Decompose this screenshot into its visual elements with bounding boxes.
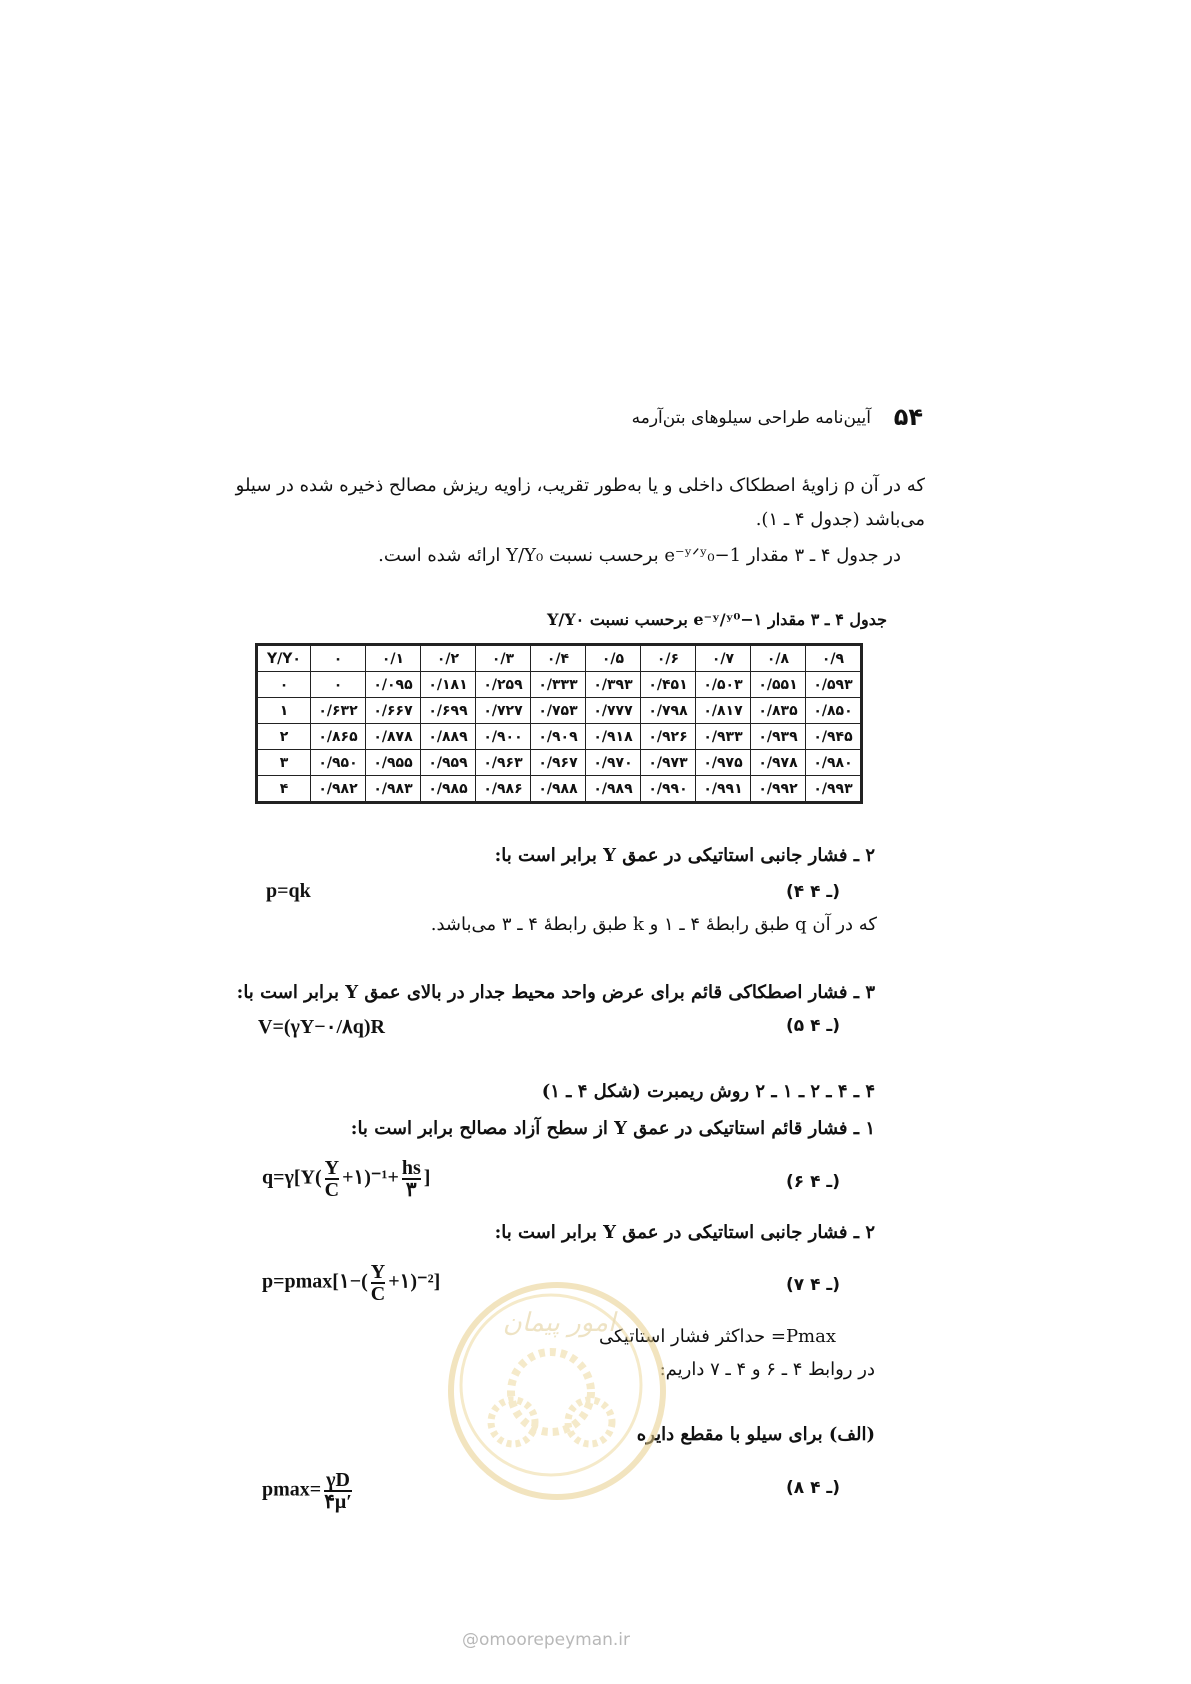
table-header-cell: ۰	[311, 645, 366, 672]
eq6-frac2-num: hs	[401, 1157, 421, 1179]
section-heading-rimbert: ۴ ـ ۴ ـ ۲ ـ ۱ ـ ۲ روش ریمبرت (شکل ۴ ـ ۱)	[541, 1081, 875, 1102]
item-2-lateral-pressure-rimbert: ۲ ـ فشار جانبی استاتیکی در عمق Y برابر است با:	[494, 1222, 875, 1243]
table-cell: ۰/۹۱۸	[586, 724, 641, 750]
intro-line-1: که در آن ρ زاویهٔ اصطکاک داخلی و یا به‌طور تقریب، زاویه ریزش مصالح ذخیره شده در سیلو	[235, 475, 925, 496]
table-header-cell: ۰/۲	[421, 645, 476, 672]
table-header-ratio: Y/Y۰	[257, 645, 311, 672]
table-row-label: ۳	[257, 750, 311, 776]
eq6-mid: +۱)⁻¹+	[342, 1166, 399, 1189]
table-cell: ۰/۵۰۳	[696, 672, 751, 698]
item-1-vertical-pressure: ۱ ـ فشار قائم استاتیکی در عمق Y از سطح آزاد مصالح برابر است با:	[350, 1118, 875, 1139]
data-table-wrapper	[255, 643, 863, 804]
table-cell: ۰/۹۳۹	[751, 724, 806, 750]
item-2-note: که در آن q طبق رابطهٔ ۴ ـ ۱ و k طبق رابطهٔ ۴ ـ ۳ می‌باشد.	[430, 914, 877, 935]
table-cell: ۰/۹۸۹	[586, 776, 641, 803]
table-header-cell: ۰/۶	[641, 645, 696, 672]
eq8-fraction	[324, 1470, 352, 1512]
table-cell: ۰/۸۸۹	[421, 724, 476, 750]
eq7-frac-den: C	[370, 1283, 386, 1305]
table-cell: ۰/۳۳۳	[531, 672, 586, 698]
eq7-fraction	[371, 1262, 385, 1304]
table-cell: ۰/۹۸۸	[531, 776, 586, 803]
table-cell: ۰/۹۹۳	[806, 776, 862, 803]
equation-number-8-4: (۸ ـ ۴)	[786, 1478, 840, 1498]
table-cell: ۰/۸۱۷	[696, 698, 751, 724]
eq6-fraction-2	[402, 1158, 421, 1200]
table-cell: ۰/۹۶۷	[531, 750, 586, 776]
table-cell: ۰/۹۵۹	[421, 750, 476, 776]
table-cell: ۰/۶۹۹	[421, 698, 476, 724]
table-cell: ۰/۹۵۵	[366, 750, 421, 776]
table-cell: ۰/۷۹۸	[641, 698, 696, 724]
table-cell: ۰	[311, 672, 366, 698]
table-cell: ۰/۹۹۰	[641, 776, 696, 803]
eq8-prefix: pmax=	[262, 1478, 322, 1501]
eq8-frac-num: γD	[326, 1469, 350, 1491]
eq7-prefix: p=pmax[۱−(	[262, 1270, 368, 1293]
table-cell: ۰/۹۹۱	[696, 776, 751, 803]
equation-8-4	[262, 1470, 355, 1512]
eq7-frac-num: Y	[370, 1261, 386, 1283]
table-row	[257, 698, 862, 724]
table-cell: ۰/۷۷۷	[586, 698, 641, 724]
table-cell: ۰/۸۷۸	[366, 724, 421, 750]
watermark-site: @omoorepeyman.ir	[462, 1630, 631, 1650]
item-2-lateral-pressure: ۲ ـ فشار جانبی استاتیکی در عمق Y برابر است با:	[494, 845, 875, 866]
equation-5-4: V=(γY−۰/۸q)R	[258, 1016, 385, 1038]
table-cell: ۰/۷۲۷	[476, 698, 531, 724]
running-header-title: آیین‌نامه طراحی سیلوهای بتن‌آرمه	[631, 408, 871, 428]
equation-6-4	[262, 1158, 430, 1200]
table-row-label: ۰	[257, 672, 311, 698]
table-cell: ۰/۸۳۵	[751, 698, 806, 724]
table-cell: ۰/۱۸۱	[421, 672, 476, 698]
table-cell: ۰/۹۸۵	[421, 776, 476, 803]
eq6-prefix: q=γ[Y(	[262, 1166, 322, 1189]
table-row	[257, 750, 862, 776]
table-cell: ۰/۸۶۵	[311, 724, 366, 750]
table-row	[257, 776, 862, 803]
equation-7-4	[262, 1262, 440, 1304]
item-3-friction-pressure: ۳ ـ فشار اصطکاکی قائم برای عرض واحد محیط جدار در بالای عمق Y برابر است با:	[236, 982, 875, 1003]
equation-number-5-4: (۵ ـ ۴)	[786, 1016, 840, 1036]
equation-number-6-4: (۶ ـ ۴)	[786, 1172, 840, 1192]
case-a-circular-silo: (الف) برای سیلو با مقطع دایره	[636, 1424, 875, 1445]
table-row-label: ۲	[257, 724, 311, 750]
table-cell: ۰/۹۷۳	[641, 750, 696, 776]
table-header-cell: ۰/۴	[531, 645, 586, 672]
table-header-row	[257, 645, 862, 672]
table-cell: ۰/۵۵۱	[751, 672, 806, 698]
table-cell: ۰/۲۵۹	[476, 672, 531, 698]
eq7-suffix: +۱)⁻²]	[388, 1270, 441, 1293]
table-header-cell: ۰/۸	[751, 645, 806, 672]
eq6-frac-den: C	[324, 1179, 340, 1201]
eq6-frac-num: Y	[324, 1157, 340, 1179]
table-header-cell: ۰/۵	[586, 645, 641, 672]
data-table	[255, 643, 863, 804]
table-cell: ۰/۹۰۰	[476, 724, 531, 750]
table-cell: ۰/۹۷۸	[751, 750, 806, 776]
page-number: ۵۴	[893, 403, 923, 431]
table-row-label: ۴	[257, 776, 311, 803]
table-row	[257, 672, 862, 698]
eq6-frac2-den: ۳	[405, 1179, 417, 1201]
table-cell: ۰/۶۶۷	[366, 698, 421, 724]
table-cell: ۰/۹۲۶	[641, 724, 696, 750]
table-cell: ۰/۹۹۲	[751, 776, 806, 803]
table-header-cell: ۰/۷	[696, 645, 751, 672]
table-cell: ۰/۵۹۳	[806, 672, 862, 698]
table-caption: جدول ۴ ـ ۳ مقدار ۱−e⁻ʸ/ʸ⁰ برحسب نسبت Y/Y۰	[546, 610, 887, 629]
table-cell: ۰/۹۰۹	[531, 724, 586, 750]
table-cell: ۰/۶۳۲	[311, 698, 366, 724]
table-cell: ۰/۹۴۵	[806, 724, 862, 750]
eq6-fraction	[325, 1158, 339, 1200]
table-header-cell: ۰/۹	[806, 645, 862, 672]
table-row-label: ۱	[257, 698, 311, 724]
table-cell: ۰/۹۸۰	[806, 750, 862, 776]
table-cell: ۰/۸۵۰	[806, 698, 862, 724]
intro-line-3: در جدول ۴ ـ ۳ مقدار 1−e⁻ʸᐟʸ₀ برحسب نسبت Y/Y₀ ارائه شده است.	[378, 545, 901, 566]
eq8-frac-den: ۴μ′	[324, 1491, 352, 1513]
table-cell: ۰/۹۵۰	[311, 750, 366, 776]
table-cell: ۰/۰۹۵	[366, 672, 421, 698]
table-header-cell: ۰/۱	[366, 645, 421, 672]
table-cell: ۰/۹۶۳	[476, 750, 531, 776]
table-header-cell: ۰/۳	[476, 645, 531, 672]
table-row	[257, 724, 862, 750]
table-cell: ۰/۴۵۱	[641, 672, 696, 698]
table-cell: ۰/۹۳۳	[696, 724, 751, 750]
equation-4-4: p=qk	[266, 880, 311, 902]
eq6-suffix: ]	[423, 1166, 431, 1189]
equation-number-7-4: (۷ ـ ۴)	[786, 1275, 840, 1295]
table-cell: ۰/۹۸۳	[366, 776, 421, 803]
equation-number-4-4: (۴ ـ ۴)	[786, 882, 840, 902]
relations-text: در روابط ۴ ـ ۶ و ۴ ـ ۷ داریم:	[659, 1359, 875, 1380]
table-cell: ۰/۹۸۲	[311, 776, 366, 803]
pmax-definition: Pmax= حداکثر فشار استاتیکی	[598, 1326, 836, 1347]
watermark-seal	[448, 1282, 666, 1500]
seal-text: امور پیمان	[502, 1308, 616, 1338]
table-cell: ۰/۳۹۳	[586, 672, 641, 698]
table-cell: ۰/۷۵۳	[531, 698, 586, 724]
table-cell: ۰/۹۷۵	[696, 750, 751, 776]
intro-line-2: می‌باشد (جدول ۴ ـ ۱).	[755, 509, 925, 530]
table-cell: ۰/۹۸۶	[476, 776, 531, 803]
table-cell: ۰/۹۷۰	[586, 750, 641, 776]
